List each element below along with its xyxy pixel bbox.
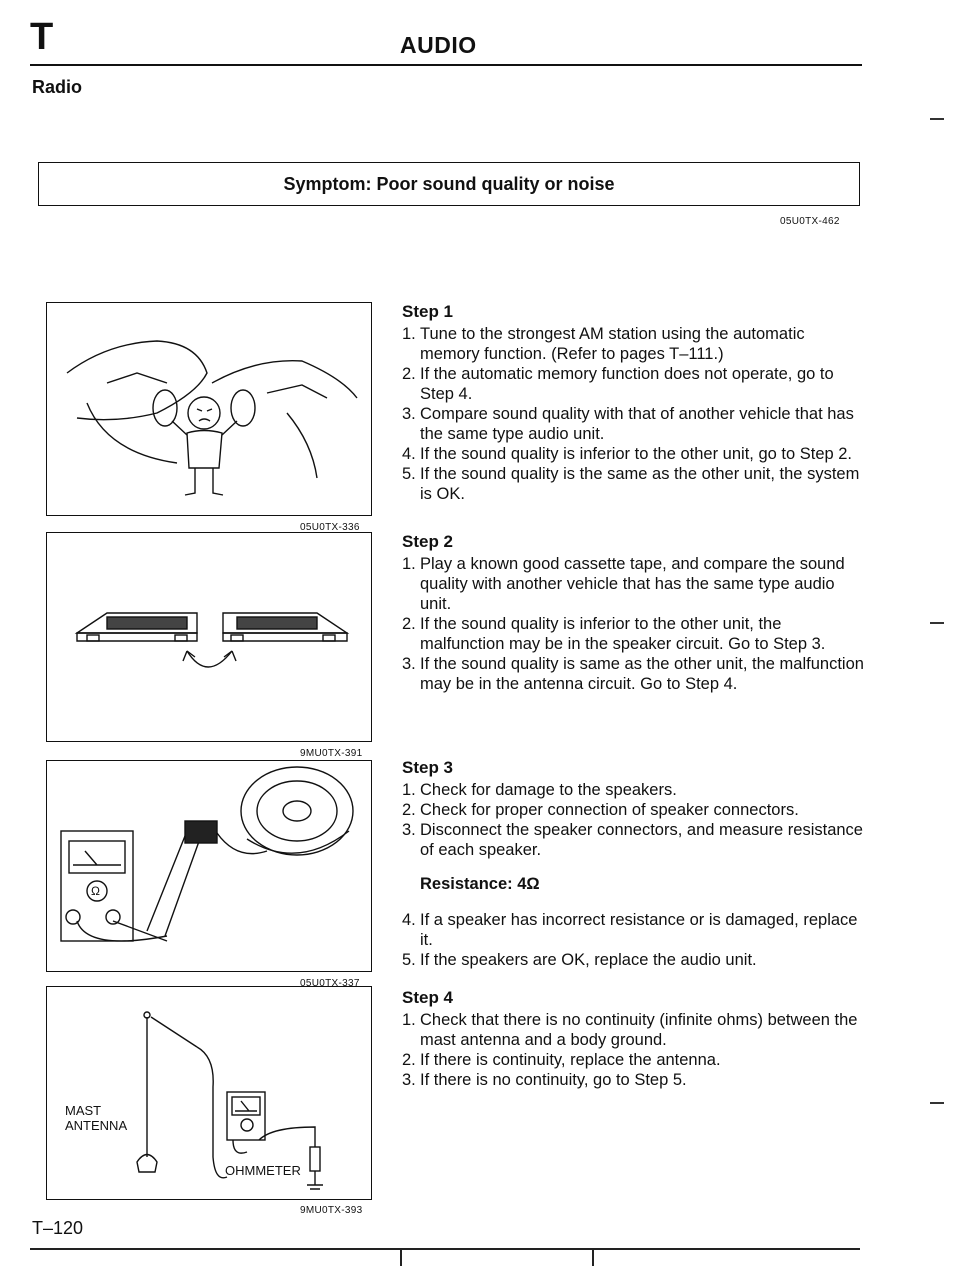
chapter-title: AUDIO — [400, 32, 477, 58]
step-2-list — [402, 554, 867, 694]
figure-2-code: 9MU0TX-391 — [300, 748, 363, 759]
symptom-text: Symptom: Poor sound quality or noise — [283, 174, 615, 194]
figure-antenna-continuity — [46, 986, 372, 1200]
step-1 — [402, 302, 867, 504]
figure-speaker-resistance — [46, 760, 372, 972]
step-1-item: 2. If the automatic memory function does not operate, go to Step 4. — [402, 365, 834, 403]
step-2-item: 1. Play a known good cassette tape, and compare the sound quality with another vehicle that has the same type audio unit. — [402, 555, 845, 613]
step-4-list — [402, 1010, 867, 1090]
mast-label-line1: MAST — [65, 1103, 102, 1118]
page-number: T–120 — [32, 1218, 84, 1238]
step-2-title: Step 2 — [402, 532, 454, 551]
header-rule — [30, 64, 862, 66]
step-3-item: 1. Check for damage to the speakers. — [402, 781, 677, 799]
step-3-title: Step 3 — [402, 758, 454, 777]
symptom-box — [38, 162, 860, 206]
symptom-ref-code: 05U0TX-462 — [780, 216, 840, 227]
footer-tick — [400, 1248, 402, 1266]
step-1-list — [402, 324, 867, 504]
margin-mark — [930, 118, 944, 120]
figure-1-code: 05U0TX-336 — [300, 522, 360, 533]
svg-text:Ω: Ω — [91, 884, 100, 898]
margin-mark — [930, 1102, 944, 1104]
speaker-ohmmeter-illustration — [47, 761, 371, 971]
step-4 — [402, 988, 867, 1090]
antenna-ohmmeter-illustration — [47, 987, 371, 1199]
step-4-item: 1. Check that there is no continuity (infinite ohms) between the mast antenna and a body ground. — [402, 1011, 858, 1049]
step-4-title: Step 4 — [402, 988, 454, 1007]
margin-mark — [930, 622, 944, 624]
figure-vehicle-comparison — [46, 302, 372, 516]
section-letter: T — [30, 16, 54, 58]
step-1-item: 4. If the sound quality is inferior to the other unit, go to Step 2. — [402, 445, 853, 463]
footer-tick — [592, 1248, 594, 1266]
subsection-title: Radio — [32, 77, 83, 97]
step-2-item: 3. If the sound quality is same as the other unit, the malfunction may be in the antenna circuit. Go to Step 4. — [402, 655, 864, 693]
resistance-spec: Resistance: 4Ω — [420, 875, 540, 893]
step-1-item: 3. Compare sound quality with that of another vehicle that has the same type audio unit. — [402, 405, 854, 443]
figure-3-code: 05U0TX-337 — [300, 978, 360, 989]
step-4-item: 3. If there is no continuity, go to Step 5. — [402, 1071, 687, 1089]
step-2 — [402, 532, 867, 694]
step-3-list — [402, 780, 867, 860]
audio-units-illustration — [47, 533, 371, 741]
step-4-item: 2. If there is continuity, replace the antenna. — [402, 1051, 721, 1069]
vehicle-comparison-illustration — [47, 303, 371, 515]
step-1-title: Step 1 — [402, 302, 454, 321]
mast-label-line2: ANTENNA — [65, 1118, 128, 1133]
step-3-item: 3. Disconnect the speaker connectors, and measure resistance of each speaker. — [402, 821, 863, 859]
step-3 — [402, 758, 867, 970]
figure-audio-units — [46, 532, 372, 742]
step-3-list-continued — [402, 910, 867, 970]
step-2-item: 2. If the sound quality is inferior to the other unit, the malfunction may be in the speaker circuit. Go to Step 3. — [402, 615, 826, 653]
step-3-item: 4. If a speaker has incorrect resistance or is damaged, replace it. — [402, 911, 858, 949]
step-1-item: 1. Tune to the strongest AM station using the automatic memory function. (Refer to pages T–111.) — [402, 325, 805, 363]
step-1-item: 5. If the sound quality is the same as the other unit, the system is OK. — [402, 465, 860, 503]
step-3-item: 2. Check for proper connection of speaker connectors. — [402, 801, 799, 819]
step-3-item: 5. If the speakers are OK, replace the audio unit. — [402, 951, 757, 969]
figure-4-code: 9MU0TX-393 — [300, 1205, 363, 1216]
ohmmeter-label: OHMMETER — [225, 1163, 301, 1178]
footer-rule — [30, 1248, 860, 1250]
